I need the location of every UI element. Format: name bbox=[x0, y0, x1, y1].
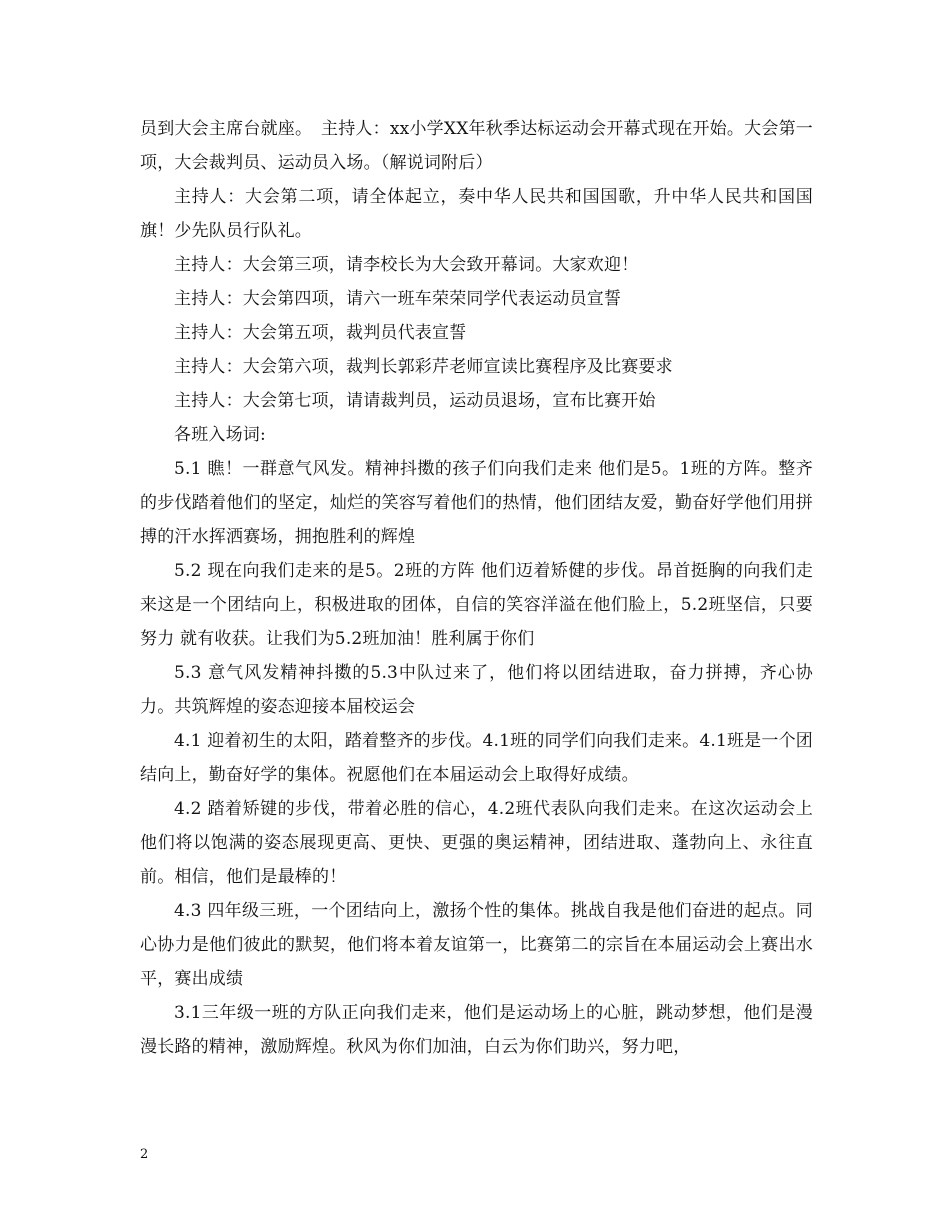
paragraph-item-7: 主持人：大会第七项，请请裁判员，运动员退场，宣布比赛开始 bbox=[174, 391, 656, 411]
paragraph-item-3: 主持人：大会第三项，请李校长为大会致开幕词。大家欢迎！ bbox=[174, 255, 639, 275]
page-number: 2 bbox=[140, 1147, 149, 1162]
paragraph-item-5: 主持人：大会第五项，裁判员代表宣誓 bbox=[174, 323, 467, 343]
paragraph-class-3-1: 3.1三年级一班的方队正向我们走来，他们是运动场上的心脏，跳动梦想，他们是漫漫长路的精神，激励辉煌。秋风为你们加油，白云为你们助兴，努力吧， bbox=[140, 1003, 813, 1057]
paragraph-item-4: 主持人：大会第四项，请六一班车荣荣同学代表运动员宣誓 bbox=[174, 289, 622, 309]
paragraph-class-5-1: 5.1 瞧！一群意气风发。精神抖擞的孩子们向我们走来 他们是5。1班的方阵。整齐的步伐踏着他们的坚定，灿烂的笑容写着他们的热情，他们团结友爱，勤奋好学他们用拼搏的汗水挥洒赛场，拥抱胜利的辉煌 bbox=[140, 459, 813, 547]
document-body bbox=[140, 112, 813, 1064]
paragraph-class-4-3: 4.3 四年级三班，一个团结向上，激扬个性的集体。挑战自我是他们奋进的起点。同心协力是他们彼此的默契，他们将本着友谊第一，比赛第二的宗旨在本届运动会上赛出水平，赛出成绩 bbox=[140, 901, 813, 989]
paragraph-opening: 员到大会主席台就座。 主持人：xx小学XX年秋季达标运动会开幕式现在开始。大会第一项，大会裁判员、运动员入场。（解说词附后） bbox=[140, 119, 813, 173]
paragraph-class-4-1: 4.1 迎着初生的太阳，踏着整齐的步伐。4.1班的同学们向我们走来。4.1班是一个团结向上，勤奋好学的集体。祝愿他们在本届运动会上取得好成绩。 bbox=[140, 731, 813, 785]
paragraph-class-5-3: 5.3 意气风发精神抖擞的5.3中队过来了，他们将以团结进取，奋力拼搏，齐心协力。共筑辉煌的姿态迎接本届校运会 bbox=[140, 663, 813, 717]
paragraph-class-5-2: 5.2 现在向我们走来的是5。2班的方阵 他们迈着矫健的步伐。昂首挺胸的向我们走来这是一个团结向上，积极进取的团体，自信的笑容洋溢在他们脸上，5.2班坚信，只要努力 就有收获。让我们为5.2班加油！胜利属于你们 bbox=[140, 561, 813, 649]
paragraph-item-2: 主持人：大会第二项，请全体起立，奏中华人民共和国国歌，升中华人民共和国国旗！少先队员行队礼。 bbox=[140, 187, 813, 241]
paragraph-item-6: 主持人：大会第六项，裁判长郭彩芹老师宣读比赛程序及比赛要求 bbox=[174, 357, 673, 377]
paragraph-class-4-2: 4.2 踏着矫键的步伐，带着必胜的信心，4.2班代表队向我们走来。在这次运动会上他们将以饱满的姿态展现更高、更快、更强的奥运精神，团结进取、蓬勃向上、永往直前。相信，他们是最棒的！ bbox=[140, 799, 813, 887]
section-heading-entrance: 各班入场词: bbox=[174, 425, 266, 445]
